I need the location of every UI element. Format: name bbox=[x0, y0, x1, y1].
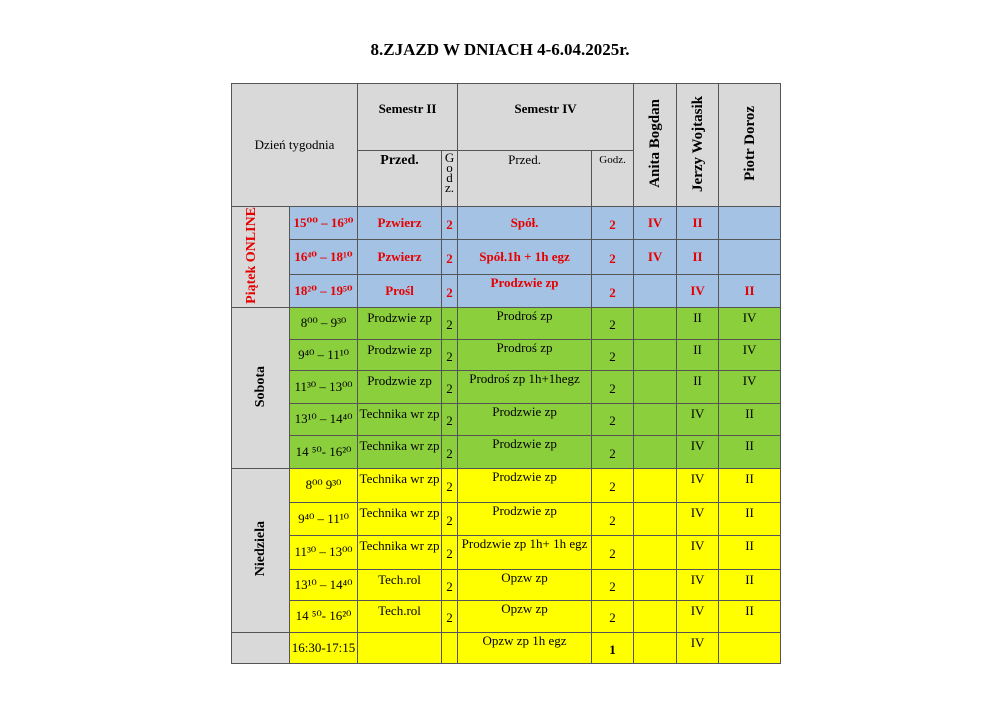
sem2-hours-cell: 2 bbox=[442, 468, 458, 502]
teacher-1-cell bbox=[634, 569, 677, 600]
sem2-hours-cell: 2 bbox=[442, 240, 458, 274]
teacher-1-cell bbox=[634, 535, 677, 569]
sem4-subject-cell: Prodzwie zp bbox=[458, 468, 592, 502]
sem4-hours-header: Godz. bbox=[592, 151, 634, 207]
teacher-1-cell bbox=[634, 502, 677, 535]
teacher-2-cell: II bbox=[677, 339, 719, 370]
schedule-row bbox=[232, 339, 781, 370]
sem2-hours-cell: 2 bbox=[442, 307, 458, 339]
teacher-2-cell: IV bbox=[677, 468, 719, 502]
teacher-2-cell: II bbox=[677, 207, 719, 240]
sem4-hours-cell: 2 bbox=[592, 307, 634, 339]
teacher-1-cell bbox=[634, 403, 677, 435]
sem2-subject-cell: Technika wr zp bbox=[358, 468, 442, 502]
time-cell: 15⁰⁰ – 16³⁰ bbox=[290, 207, 358, 240]
sem4-subject-cell: Opzw zp 1h egz bbox=[458, 632, 592, 663]
teacher-3-cell: IV bbox=[719, 339, 781, 370]
teacher-3-cell bbox=[719, 240, 781, 274]
teacher-3-cell: II bbox=[719, 569, 781, 600]
schedule-row bbox=[232, 403, 781, 435]
teacher-name-3: Piotr Doroz bbox=[741, 106, 758, 181]
day-column-header: Dzień tygodnia bbox=[232, 84, 358, 207]
schedule-row bbox=[232, 240, 781, 274]
sem4-hours-cell: 2 bbox=[592, 240, 634, 274]
day-label: Sobota bbox=[252, 365, 268, 407]
sem2-subject-cell: Technika wr zp bbox=[358, 502, 442, 535]
time-cell: 8⁰⁰ 9³⁰ bbox=[290, 468, 358, 502]
time-cell: 13¹⁰ – 14⁴⁰ bbox=[290, 403, 358, 435]
sem2-subject-cell: Prodzwie zp bbox=[358, 339, 442, 370]
teacher-1-cell bbox=[634, 632, 677, 663]
teacher-3-cell: II bbox=[719, 535, 781, 569]
teacher-1-cell bbox=[634, 307, 677, 339]
teacher-1-cell: IV bbox=[634, 240, 677, 274]
sem2-subject-cell: Prodzwie zp bbox=[358, 370, 442, 403]
sem4-hours-cell: 2 bbox=[592, 207, 634, 240]
sem4-subject-cell: Prodzwie zp bbox=[458, 502, 592, 535]
sem4-subject-cell: Prodroś zp bbox=[458, 307, 592, 339]
sem2-subject-cell: Prodzwie zp bbox=[358, 307, 442, 339]
sem2-subject-cell bbox=[358, 632, 442, 663]
sem4-subject-cell: Prodzwie zp 1h+ 1h egz bbox=[458, 535, 592, 569]
sem4-subject-cell: Prodzwie zp bbox=[458, 435, 592, 468]
schedule-row bbox=[232, 274, 781, 307]
teacher-1-cell bbox=[634, 370, 677, 403]
schedule-row bbox=[232, 207, 781, 240]
sem2-hours-header: G o d z. bbox=[442, 151, 458, 207]
teacher-2-cell: II bbox=[677, 307, 719, 339]
schedule-row bbox=[232, 307, 781, 339]
teacher-3-cell bbox=[719, 207, 781, 240]
teacher-name-2: Jerzy Wojtasik bbox=[689, 95, 706, 192]
sem4-hours-cell: 2 bbox=[592, 535, 634, 569]
schedule-row bbox=[232, 569, 781, 600]
sem2-hours-cell: 2 bbox=[442, 207, 458, 240]
teacher-2-cell: IV bbox=[677, 274, 719, 307]
time-cell: 18²⁰ – 19⁵⁰ bbox=[290, 274, 358, 307]
sem4-hours-cell: 2 bbox=[592, 600, 634, 632]
teacher-header-3 bbox=[719, 84, 781, 207]
time-cell: 11³⁰ – 13⁰⁰ bbox=[290, 535, 358, 569]
teacher-3-cell: II bbox=[719, 435, 781, 468]
semester-4-header: Semestr IV bbox=[458, 84, 634, 151]
time-cell: 9⁴⁰ – 11¹⁰ bbox=[290, 502, 358, 535]
sem2-subject-cell: Prośl bbox=[358, 274, 442, 307]
schedule-table bbox=[231, 83, 781, 664]
time-cell: 16⁴⁰ – 18¹⁰ bbox=[290, 240, 358, 274]
time-cell: 14 ⁵⁰- 16²⁰ bbox=[290, 600, 358, 632]
teacher-2-cell: II bbox=[677, 370, 719, 403]
sem4-subject-cell: Opzw zp bbox=[458, 569, 592, 600]
teacher-3-cell: II bbox=[719, 274, 781, 307]
sem2-subject-cell: Technika wr zp bbox=[358, 535, 442, 569]
sem2-hours-cell: 2 bbox=[442, 502, 458, 535]
sem4-hours-cell: 2 bbox=[592, 339, 634, 370]
teacher-2-cell: IV bbox=[677, 403, 719, 435]
sem4-hours-cell: 1 bbox=[592, 632, 634, 663]
time-cell: 13¹⁰ – 14⁴⁰ bbox=[290, 569, 358, 600]
schedule-row bbox=[232, 502, 781, 535]
sem2-hours-cell bbox=[442, 632, 458, 663]
schedule-row bbox=[232, 468, 781, 502]
sem2-subject-cell: Pzwierz bbox=[358, 207, 442, 240]
schedule-row bbox=[232, 600, 781, 632]
sem4-subject-cell: Prodroś zp 1h+1hegz bbox=[458, 370, 592, 403]
teacher-3-cell: II bbox=[719, 502, 781, 535]
teacher-2-cell: IV bbox=[677, 435, 719, 468]
time-cell: 14 ⁵⁰- 16²⁰ bbox=[290, 435, 358, 468]
sem4-subject-cell: Spół. bbox=[458, 207, 592, 240]
teacher-1-cell bbox=[634, 339, 677, 370]
teacher-header-1 bbox=[634, 84, 677, 207]
teacher-2-cell: IV bbox=[677, 502, 719, 535]
sem2-subject-cell: Technika wr zp bbox=[358, 403, 442, 435]
teacher-2-cell: IV bbox=[677, 632, 719, 663]
teacher-3-cell bbox=[719, 632, 781, 663]
sem4-hours-cell: 2 bbox=[592, 403, 634, 435]
teacher-3-cell: IV bbox=[719, 307, 781, 339]
teacher-2-cell: IV bbox=[677, 569, 719, 600]
day-cell bbox=[232, 307, 290, 468]
sem4-subject-cell: Spół.1h + 1h egz bbox=[458, 240, 592, 274]
teacher-2-cell: IV bbox=[677, 535, 719, 569]
schedule-row bbox=[232, 435, 781, 468]
day-cell bbox=[232, 207, 290, 308]
teacher-name-1: Anita Bogdan bbox=[647, 99, 664, 188]
sem2-subject-cell: Pzwierz bbox=[358, 240, 442, 274]
time-cell: 11³⁰ – 13⁰⁰ bbox=[290, 370, 358, 403]
teacher-1-cell bbox=[634, 468, 677, 502]
teacher-1-cell: IV bbox=[634, 207, 677, 240]
day-label: Piątek ONLINE bbox=[243, 207, 259, 304]
teacher-2-cell: II bbox=[677, 240, 719, 274]
day-cell bbox=[232, 632, 290, 663]
sem4-subject-cell: Prodzwie zp bbox=[458, 274, 592, 307]
time-cell: 9⁴⁰ – 11¹⁰ bbox=[290, 339, 358, 370]
sem2-hours-cell: 2 bbox=[442, 339, 458, 370]
sem2-hours-cell: 2 bbox=[442, 403, 458, 435]
semester-2-header: Semestr II bbox=[358, 84, 458, 151]
sem2-subject-cell: Tech.rol bbox=[358, 600, 442, 632]
sem2-hours-cell: 2 bbox=[442, 370, 458, 403]
sem2-hours-cell: 2 bbox=[442, 569, 458, 600]
teacher-3-cell: II bbox=[719, 468, 781, 502]
sem4-hours-cell: 2 bbox=[592, 468, 634, 502]
schedule-row bbox=[232, 535, 781, 569]
time-cell: 16:30-17:15 bbox=[290, 632, 358, 663]
teacher-1-cell bbox=[634, 435, 677, 468]
time-cell: 8⁰⁰ – 9³⁰ bbox=[290, 307, 358, 339]
page-title: 8.ZJAZD W DNIACH 4-6.04.2025r. bbox=[370, 40, 630, 59]
schedule-row bbox=[232, 632, 781, 663]
teacher-1-cell bbox=[634, 274, 677, 307]
sem4-subject-cell: Prodzwie zp bbox=[458, 403, 592, 435]
teacher-3-cell: II bbox=[719, 600, 781, 632]
sem4-hours-cell: 2 bbox=[592, 435, 634, 468]
teacher-3-cell: IV bbox=[719, 370, 781, 403]
sem4-subject-header: Przed. bbox=[458, 151, 592, 207]
teacher-header-2 bbox=[677, 84, 719, 207]
sem2-hours-cell: 2 bbox=[442, 274, 458, 307]
day-cell bbox=[232, 468, 290, 632]
sem4-subject-cell: Opzw zp bbox=[458, 600, 592, 632]
sem4-subject-cell: Prodroś zp bbox=[458, 339, 592, 370]
day-label: Niedziela bbox=[252, 521, 268, 577]
sem4-hours-cell: 2 bbox=[592, 569, 634, 600]
sem2-hours-cell: 2 bbox=[442, 535, 458, 569]
sem4-hours-cell: 2 bbox=[592, 274, 634, 307]
sem4-hours-cell: 2 bbox=[592, 370, 634, 403]
sem2-subject-header: Przed. bbox=[358, 151, 442, 207]
teacher-3-cell: II bbox=[719, 403, 781, 435]
schedule-row bbox=[232, 370, 781, 403]
teacher-1-cell bbox=[634, 600, 677, 632]
sem2-subject-cell: Technika wr zp bbox=[358, 435, 442, 468]
sem4-hours-cell: 2 bbox=[592, 502, 634, 535]
sem2-hours-cell: 2 bbox=[442, 435, 458, 468]
sem2-hours-cell: 2 bbox=[442, 600, 458, 632]
sem2-subject-cell: Tech.rol bbox=[358, 569, 442, 600]
teacher-2-cell: IV bbox=[677, 600, 719, 632]
